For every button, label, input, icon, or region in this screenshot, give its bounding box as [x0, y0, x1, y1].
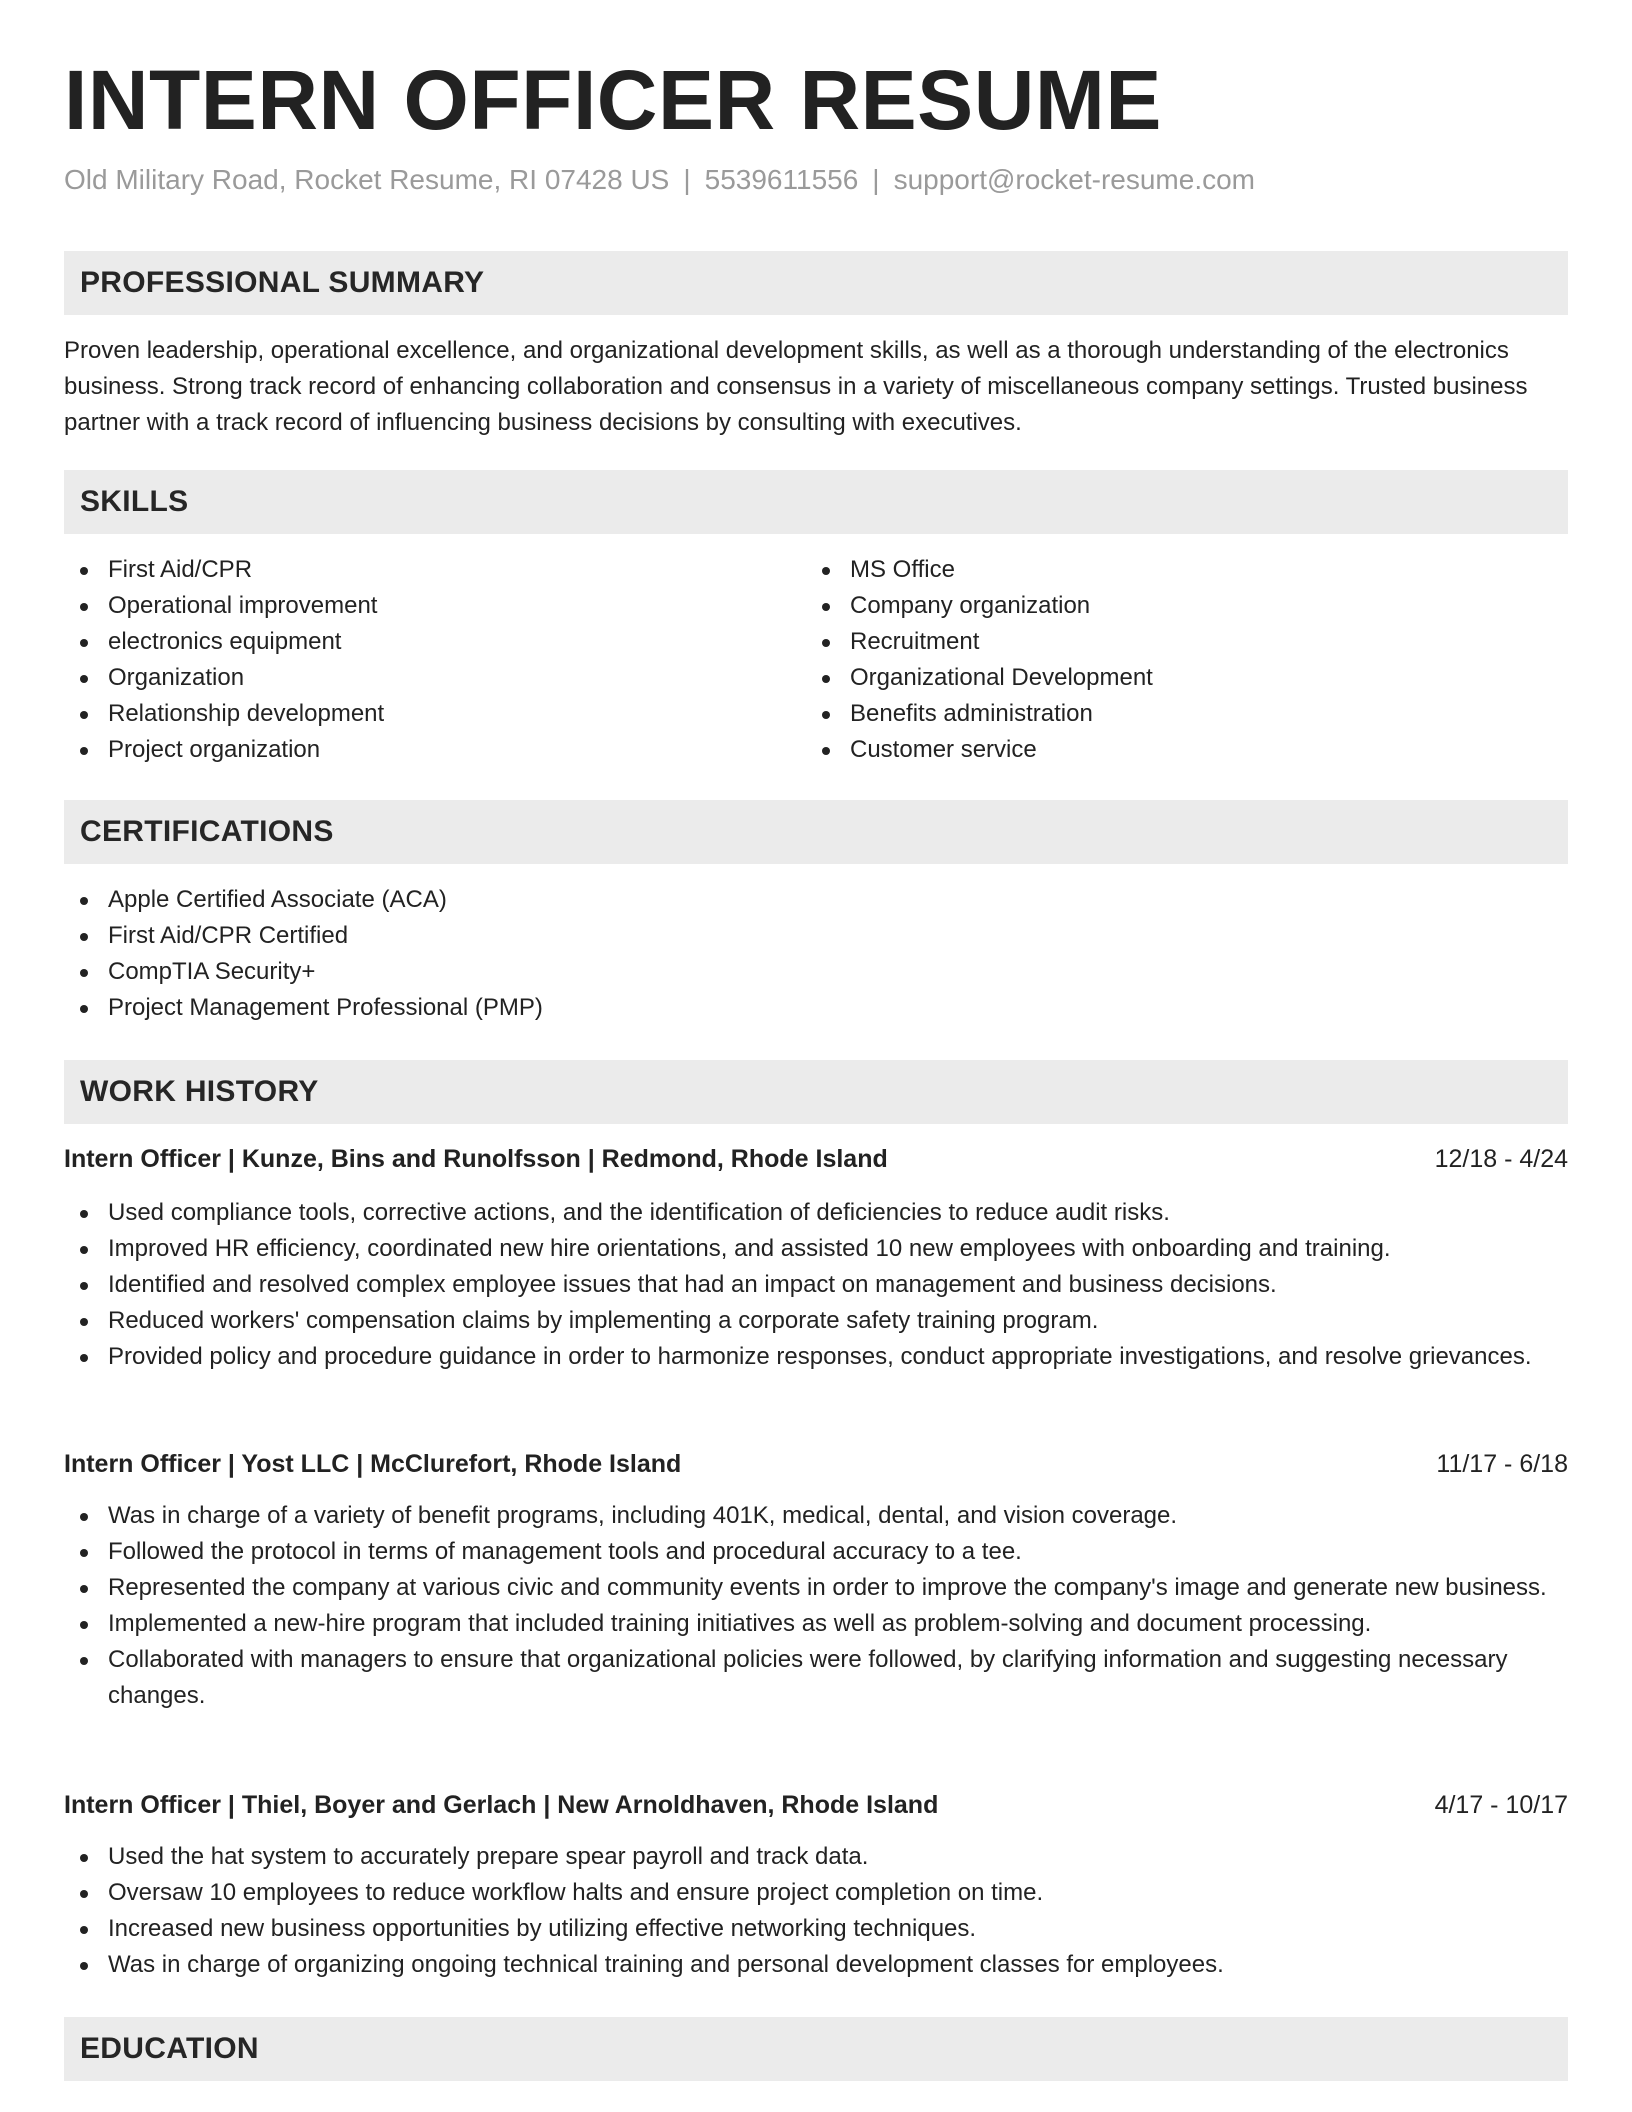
- skills-list-left: [64, 552, 784, 768]
- section-title-certifications: CERTIFICATIONS: [80, 815, 334, 848]
- contact-separator: |: [872, 164, 880, 195]
- contact-separator: |: [683, 164, 691, 195]
- job-bullet: Provided policy and procedure guidance in order to harmonize responses, conduct appropriate investigations, and resolve grievances.: [64, 1339, 1568, 1375]
- skills-list-right: [806, 552, 1566, 768]
- certifications-list: [64, 882, 1568, 1026]
- job-bullet: Implemented a new-hire program that included training initiatives as well as problem-solving and document processing.: [64, 1606, 1568, 1642]
- skill-item: electronics equipment: [64, 624, 784, 660]
- section-summary-header: [64, 251, 1568, 315]
- section-title-work: WORK HISTORY: [80, 1075, 319, 1108]
- job-header: [64, 1141, 1568, 1177]
- job-header: [64, 1787, 1568, 1823]
- section-skills-header: [64, 470, 1568, 534]
- job-dates: 12/18 - 4/24: [1434, 1145, 1568, 1173]
- section-certifications-header: [64, 800, 1568, 864]
- job-dates: 11/17 - 6/18: [1436, 1450, 1568, 1478]
- job-bullet: Used compliance tools, corrective actions, and the identification of deficiencies to reduce audit risks.: [64, 1195, 1568, 1231]
- job-bullets-block: [64, 1195, 1568, 1375]
- skill-item: Project organization: [64, 732, 784, 768]
- skill-item: Recruitment: [806, 624, 1566, 660]
- skill-item: Company organization: [806, 588, 1566, 624]
- job-title: Intern Officer | Kunze, Bins and Runolfsson | Redmond, Rhode Island: [64, 1145, 888, 1173]
- job-bullets-block: [64, 1839, 1568, 1983]
- certifications-block: [64, 882, 1568, 1026]
- job-bullet: Oversaw 10 employees to reduce workflow halts and ensure project completion on time.: [64, 1875, 1568, 1911]
- certification-item: CompTIA Security+: [64, 954, 1568, 990]
- job-bullets: [64, 1195, 1568, 1375]
- job-bullets: [64, 1839, 1568, 1983]
- skills-column-left: [64, 552, 784, 768]
- job-bullet: Used the hat system to accurately prepare spear payroll and track data.: [64, 1839, 1568, 1875]
- job-bullet: Was in charge of a variety of benefit programs, including 401K, medical, dental, and vision coverage.: [64, 1498, 1568, 1534]
- skill-item: Relationship development: [64, 696, 784, 732]
- section-title-education: EDUCATION: [80, 2032, 259, 2065]
- section-title-skills: SKILLS: [80, 485, 189, 518]
- skill-item: Organizational Development: [806, 660, 1566, 696]
- certification-item: Apple Certified Associate (ACA): [64, 882, 1568, 918]
- certification-item: Project Management Professional (PMP): [64, 990, 1568, 1026]
- skill-item: Benefits administration: [806, 696, 1566, 732]
- resume-title: INTERN OFFICER RESUME: [64, 53, 1162, 147]
- job-bullet: Reduced workers' compensation claims by implementing a corporate safety training program.: [64, 1303, 1568, 1339]
- job-bullet: Was in charge of organizing ongoing technical training and personal development classes for employees.: [64, 1947, 1568, 1983]
- job-bullets-block: [64, 1498, 1568, 1714]
- contact-email: support@rocket-resume.com: [893, 164, 1256, 195]
- contact-address: Old Military Road, Rocket Resume, RI 07428 US: [64, 164, 670, 195]
- job-bullet: Represented the company at various civic and community events in order to improve the company's image and generate new business.: [64, 1570, 1568, 1606]
- job-header: [64, 1446, 1568, 1482]
- section-title-summary: PROFESSIONAL SUMMARY: [80, 266, 485, 299]
- skills-column-right: [806, 552, 1566, 768]
- job-bullet: Collaborated with managers to ensure that organizational policies were followed, by clarifying information and suggesting necessary changes.: [64, 1642, 1568, 1714]
- job-bullet: Identified and resolved complex employee issues that had an impact on management and business decisions.: [64, 1267, 1568, 1303]
- job-bullet: Increased new business opportunities by utilizing effective networking techniques.: [64, 1911, 1568, 1947]
- summary-text: Proven leadership, operational excellence, and organizational development skills, as well as a thorough understanding of the electronics business. Strong track record of enhancing collaboration and consensus in a variety of miscellaneous company settings. Trusted business partner with a track record of influencing business decisions by consulting with executives.: [64, 337, 1528, 436]
- contact-line: [64, 164, 1255, 196]
- certification-item: First Aid/CPR Certified: [64, 918, 1568, 954]
- job-bullet: Improved HR efficiency, coordinated new hire orientations, and assisted 10 new employees with onboarding and training.: [64, 1231, 1568, 1267]
- section-work-header: [64, 1060, 1568, 1124]
- job-bullets: [64, 1498, 1568, 1714]
- job-bullet: Followed the protocol in terms of management tools and procedural accuracy to a tee.: [64, 1534, 1568, 1570]
- job-dates: 4/17 - 10/17: [1434, 1791, 1568, 1819]
- skill-item: First Aid/CPR: [64, 552, 784, 588]
- skill-item: Organization: [64, 660, 784, 696]
- section-education-header: [64, 2017, 1568, 2081]
- job-title: Intern Officer | Thiel, Boyer and Gerlach | New Arnoldhaven, Rhode Island: [64, 1791, 939, 1819]
- skill-item: Operational improvement: [64, 588, 784, 624]
- skill-item: Customer service: [806, 732, 1566, 768]
- job-title: Intern Officer | Yost LLC | McClurefort, Rhode Island: [64, 1450, 682, 1478]
- contact-phone: 5539611556: [704, 164, 859, 195]
- skill-item: MS Office: [806, 552, 1566, 588]
